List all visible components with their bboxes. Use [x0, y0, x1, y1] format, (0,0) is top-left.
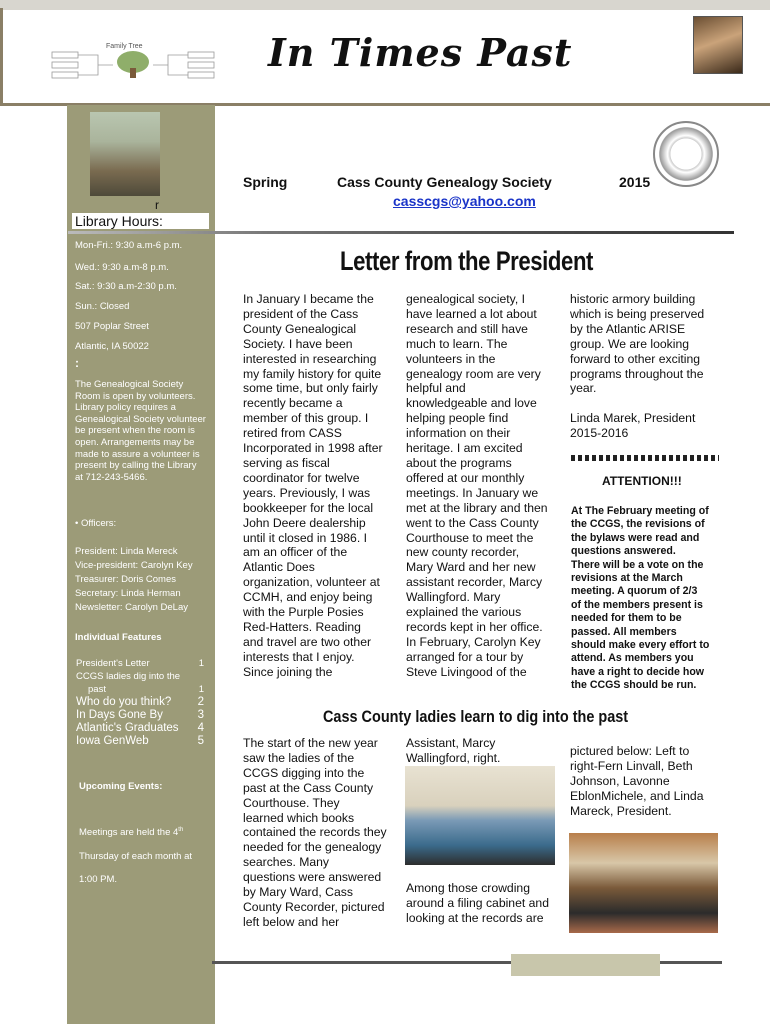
text-line: right-Fern Linvall, Beth	[570, 758, 693, 773]
text-line: research and still have	[406, 321, 528, 336]
text-line: genealogical society, I	[406, 292, 526, 306]
text-line: Wallingford. Mary	[406, 590, 501, 605]
dig-heading: Cass County ladies learn to dig into the past	[323, 707, 629, 726]
text-line: explained the various	[406, 605, 522, 620]
text-line: Johnson, Lavonne	[570, 773, 670, 788]
text-line: In February, Carolyn Key	[406, 634, 541, 649]
text-line: CCGS digging into the	[243, 765, 365, 780]
text-line: arranged for a tour by	[406, 649, 524, 664]
sidebar-colon: :	[75, 356, 79, 370]
text-line: Mary Ward and her new	[406, 560, 536, 575]
text-line: coordinator for twelve	[243, 470, 360, 485]
text-line: interests that I enjoy.	[243, 649, 355, 664]
society-name: Cass County Genealogy Society	[337, 174, 552, 190]
newsletter-title: In Times Past	[268, 30, 573, 75]
text-line: new county recorder,	[406, 545, 520, 560]
recorders-photo	[405, 766, 555, 865]
text-line: past at the Cass County	[243, 780, 374, 795]
text-line: knowledgeable and love	[406, 396, 537, 411]
text-line: needed for them to be	[571, 612, 682, 625]
text-line: met at the library and then	[406, 500, 548, 515]
officers-title: • Officers:	[75, 518, 117, 529]
footer-accent	[511, 954, 660, 976]
issue-season: Spring	[243, 174, 288, 190]
text-line: CCMH, and enjoy being	[243, 590, 373, 605]
text-line: searches. Many	[243, 855, 330, 870]
issue-year: 2015	[619, 174, 651, 190]
text-line: passed. All members	[571, 625, 677, 638]
text-line: Incorporated in 1998 after	[243, 441, 383, 456]
text-line: recently became a	[243, 396, 343, 411]
features-title: Individual Features	[75, 632, 162, 643]
letter-column-3	[570, 292, 722, 396]
text-line: some time, but only fairly	[243, 381, 378, 396]
text-line: At The February meeting of	[571, 505, 709, 517]
address-street: 507 Poplar Street	[75, 321, 149, 332]
dig-column-3	[570, 744, 722, 819]
officer-treasurer: Treasurer: Doris Comes	[75, 574, 177, 585]
toc-entry[interactable]: Who do you think? 2	[76, 696, 204, 708]
hours-sat: Sat.: 9:30 a.m-2:30 p.m.	[75, 281, 177, 292]
historic-photo-top	[693, 16, 743, 74]
text-line: Red-Hatters. Reading	[243, 619, 361, 634]
text-line: information on their	[406, 426, 511, 441]
text-line: which is being preserved	[570, 306, 705, 321]
meetings-line1: Meetings are held the 4th	[79, 827, 184, 839]
dig-column-1	[243, 736, 395, 930]
family-tree-label: Family Tree	[106, 43, 143, 50]
hours-mon-fri: Mon-Fri.: 9:30 a.m-6 p.m.	[75, 240, 183, 251]
email-link[interactable]: casscgs@yahoo.com	[393, 193, 536, 209]
text-line: by the Atlantic ARISE	[570, 321, 686, 336]
text-line: have learned a lot about	[406, 306, 537, 321]
text-line: There will be a vote on the	[571, 558, 704, 571]
attention-body	[571, 505, 721, 693]
filing-cabinet-photo	[569, 833, 718, 933]
attention-divider	[571, 455, 719, 461]
text-line: needed for the genealogy	[243, 840, 382, 855]
text-line: learned which books	[243, 810, 355, 825]
text-line: saw the ladies of the	[243, 750, 355, 765]
text-line: the CCGS, the revisions of	[571, 518, 705, 531]
text-line: records kept in her office.	[406, 619, 543, 634]
text-line: historic armory building	[570, 292, 696, 306]
text-line: left below and her	[243, 914, 340, 929]
text-line: retired from CASS	[243, 426, 342, 441]
text-line: the CCGS should be run.	[571, 679, 697, 692]
text-line: have a right to decide how	[571, 665, 705, 678]
officer-vice-president: Vice-president: Carolyn Key	[75, 560, 193, 571]
family-tree-graphic	[48, 38, 218, 86]
upcoming-events-title: Upcoming Events:	[79, 781, 163, 792]
dig-column-2-top	[406, 736, 558, 766]
text-line: attend. As members you	[571, 652, 694, 665]
text-line: heritage. I am excited	[406, 441, 523, 456]
text-line: The start of the new year	[243, 736, 378, 750]
text-line: much to learn. The	[406, 336, 508, 351]
text-line: Mareck, President.	[570, 803, 672, 818]
letter-column-1	[243, 292, 395, 680]
toc-entry[interactable]: CCGS ladies dig into the	[76, 671, 181, 682]
text-line: and travel are two other	[243, 634, 372, 649]
text-line: questions answered.	[571, 545, 676, 558]
text-line: until it closed in 1986. I	[243, 530, 367, 545]
text-line: Assistant, Marcy	[406, 736, 496, 750]
text-line: EblonMichele, and Linda	[570, 788, 704, 803]
text-line: Courthouse. They	[243, 795, 340, 810]
text-line: Society. I have been	[243, 336, 353, 351]
text-line: John Deere dealership	[243, 515, 366, 530]
text-line: questions were answered	[243, 870, 382, 885]
text-line: am an officer of the	[243, 545, 348, 560]
text-line: Steve Livingood of the	[406, 664, 527, 679]
text-line: Since joining the	[243, 664, 333, 679]
toc-entry[interactable]: Iowa GenWeb 5	[76, 735, 204, 747]
address-city: Atlantic, IA 50022	[75, 341, 149, 352]
text-line: meeting. A quorum of 2/3	[571, 585, 698, 598]
text-line: helpful and	[406, 381, 466, 396]
text-line: pictured below: Left to	[570, 744, 690, 758]
signature-term: 2015-2016	[570, 426, 629, 440]
text-line: volunteers in the	[406, 351, 496, 366]
text-line: Atlantic Does	[243, 560, 315, 575]
meetings-line3: 1:00 PM.	[79, 874, 118, 885]
toc-entry[interactable]: Atlantic's Graduates 4	[76, 722, 204, 734]
sidebar-fragment: r	[155, 198, 159, 212]
text-line: meetings. In January we	[406, 485, 539, 500]
text-line: Wallingford, right.	[406, 750, 501, 765]
hours-sun: Sun.: Closed	[75, 301, 130, 312]
text-line: around a filing cabinet and	[406, 895, 549, 910]
text-line: contained the records they	[243, 825, 387, 840]
text-line: Among those crowding	[406, 881, 530, 895]
text-line: County Recorder, pictured	[243, 899, 385, 914]
text-line: the bylaws were read and	[571, 531, 700, 544]
officer-newsletter: Newsletter: Carolyn DeLay	[75, 602, 188, 613]
text-line: In January I became the	[243, 292, 374, 306]
header-divider	[68, 231, 734, 234]
text-line: my family history for quite	[243, 366, 382, 381]
toc-entry[interactable]: In Days Gone By 3	[76, 709, 204, 721]
text-line: group. We are looking	[570, 336, 690, 351]
text-line: about the programs	[406, 455, 512, 470]
text-line: with the Purple Posies	[243, 605, 364, 620]
courthouse-photo	[90, 112, 160, 196]
text-line: assistant recorder, Marcy	[406, 575, 543, 590]
society-seal	[653, 121, 719, 187]
text-line: forward to other exciting	[570, 351, 701, 366]
hours-wed: Wed.: 9:30 a.m-8 p.m.	[75, 262, 169, 273]
text-line: offered at our monthly	[406, 470, 525, 485]
text-line: looking at the records are	[406, 910, 544, 925]
meetings-line2: Thursday of each month at	[79, 851, 193, 862]
toc-entry[interactable]: President's Letter 1	[76, 658, 204, 669]
volunteer-policy: The Genealogical Society Room is open by volunteers. Library policy requires a Genealogical Society volunteer be present when the room is open. Arrangements may be made to assure a volunteer is present by calling the Library at 712-243-5466.	[75, 379, 206, 483]
text-line: should make every effort to	[571, 639, 710, 652]
features-list	[76, 658, 204, 747]
text-line: serving as fiscal	[243, 455, 330, 470]
text-line: Courthouse to meet the	[406, 530, 534, 545]
text-line: member of this group. I	[243, 411, 369, 426]
text-line: by Mary Ward, Cass	[243, 885, 353, 900]
text-line: year.	[570, 381, 597, 396]
toc-entry[interactable]: past 1	[88, 684, 204, 695]
officer-president: President: Linda Mereck	[75, 546, 178, 557]
text-line: went to the Cass County	[406, 515, 539, 530]
officer-secretary: Secretary: Linda Herman	[75, 588, 181, 599]
text-line: president of the Cass	[243, 306, 359, 321]
dig-column-2-bottom	[406, 881, 558, 926]
text-line: genealogy room are very	[406, 366, 541, 381]
text-line: programs throughout the	[570, 366, 704, 381]
letter-heading: Letter from the President	[340, 246, 594, 276]
library-hours-title: Library Hours:	[72, 213, 209, 229]
signature-name: Linda Marek, President	[570, 411, 696, 425]
text-line: helping people find	[406, 411, 509, 426]
text-line: County Genealogical	[243, 321, 357, 336]
attention-title: ATTENTION!!!	[602, 474, 682, 488]
text-line: interested in researching	[243, 351, 377, 366]
text-line: bookkeeper for the local	[243, 500, 374, 515]
text-line: of the members present is	[571, 598, 703, 611]
text-line: revisions at the March	[571, 572, 683, 585]
letter-column-2	[406, 292, 558, 680]
text-line: years. Previously, I was	[243, 485, 371, 500]
text-line: organization, volunteer at	[243, 575, 380, 590]
